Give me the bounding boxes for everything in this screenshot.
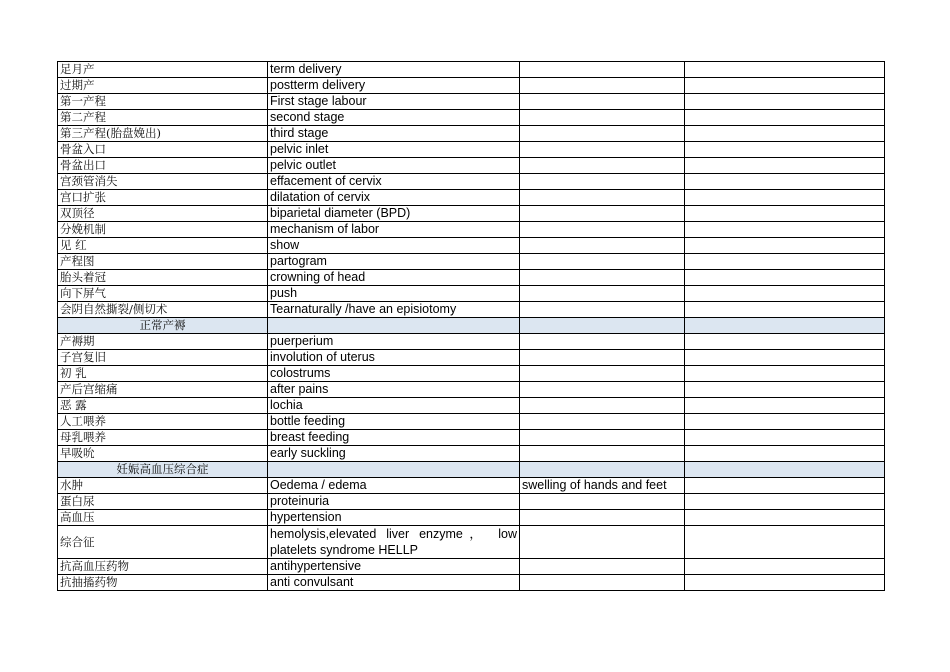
table-row bbox=[58, 575, 885, 591]
extra-cell bbox=[685, 382, 885, 398]
extra-cell bbox=[685, 478, 885, 494]
note-cell bbox=[520, 190, 685, 206]
english-term-cell: colostrums bbox=[268, 366, 520, 382]
note-cell: swelling of hands and feet bbox=[520, 478, 685, 494]
section-header-row bbox=[58, 318, 885, 334]
chinese-term-cell: 人工喂养 bbox=[58, 414, 268, 430]
table-row bbox=[58, 110, 885, 126]
english-term-cell: early suckling bbox=[268, 446, 520, 462]
table-row bbox=[58, 270, 885, 286]
table-row bbox=[58, 286, 885, 302]
table-row bbox=[58, 62, 885, 78]
table-row bbox=[58, 382, 885, 398]
extra-cell bbox=[685, 318, 885, 334]
english-term-cell: breast feeding bbox=[268, 430, 520, 446]
note-cell bbox=[520, 238, 685, 254]
extra-cell bbox=[685, 494, 885, 510]
note-cell bbox=[520, 126, 685, 142]
chinese-term-cell: 母乳喂养 bbox=[58, 430, 268, 446]
extra-cell bbox=[685, 238, 885, 254]
table-row bbox=[58, 366, 885, 382]
table-row bbox=[58, 126, 885, 142]
english-term-cell: second stage bbox=[268, 110, 520, 126]
chinese-term-cell: 水肿 bbox=[58, 478, 268, 494]
chinese-term-cell: 向下屏气 bbox=[58, 286, 268, 302]
note-cell bbox=[520, 494, 685, 510]
extra-cell bbox=[685, 446, 885, 462]
note-cell bbox=[520, 559, 685, 575]
english-term-cell: proteinuria bbox=[268, 494, 520, 510]
extra-cell bbox=[685, 254, 885, 270]
note-cell bbox=[520, 510, 685, 526]
english-term-cell: term delivery bbox=[268, 62, 520, 78]
note-cell bbox=[520, 62, 685, 78]
note-cell bbox=[520, 398, 685, 414]
table-row bbox=[58, 254, 885, 270]
note-cell bbox=[520, 462, 685, 478]
note-cell bbox=[520, 575, 685, 591]
note-cell bbox=[520, 286, 685, 302]
section-header-row bbox=[58, 462, 885, 478]
extra-cell bbox=[685, 94, 885, 110]
chinese-term-cell: 妊娠高血压综合症 bbox=[58, 462, 268, 478]
extra-cell bbox=[685, 62, 885, 78]
english-term-cell: partogram bbox=[268, 254, 520, 270]
english-term-cell: effacement of cervix bbox=[268, 174, 520, 190]
english-term-cell: push bbox=[268, 286, 520, 302]
chinese-term-cell: 第二产程 bbox=[58, 110, 268, 126]
extra-cell bbox=[685, 366, 885, 382]
chinese-term-cell: 双顶径 bbox=[58, 206, 268, 222]
extra-cell bbox=[685, 462, 885, 478]
extra-cell bbox=[685, 222, 885, 238]
note-cell bbox=[520, 158, 685, 174]
english-term-cell: biparietal diameter (BPD) bbox=[268, 206, 520, 222]
extra-cell bbox=[685, 78, 885, 94]
chinese-term-cell: 第一产程 bbox=[58, 94, 268, 110]
chinese-term-cell: 过期产 bbox=[58, 78, 268, 94]
table-row bbox=[58, 78, 885, 94]
note-cell bbox=[520, 430, 685, 446]
english-term-cell: hypertension bbox=[268, 510, 520, 526]
english-term-cell: third stage bbox=[268, 126, 520, 142]
english-term-cell: puerperium bbox=[268, 334, 520, 350]
extra-cell bbox=[685, 398, 885, 414]
chinese-term-cell: 早吸吮 bbox=[58, 446, 268, 462]
extra-cell bbox=[685, 286, 885, 302]
english-term-cell: antihypertensive bbox=[268, 559, 520, 575]
table-row bbox=[58, 190, 885, 206]
note-cell bbox=[520, 222, 685, 238]
table-row bbox=[58, 526, 885, 559]
extra-cell bbox=[685, 174, 885, 190]
english-term-cell: dilatation of cervix bbox=[268, 190, 520, 206]
chinese-term-cell: 见 红 bbox=[58, 238, 268, 254]
table-row bbox=[58, 478, 885, 494]
english-term-cell: bottle feeding bbox=[268, 414, 520, 430]
table-row bbox=[58, 158, 885, 174]
english-term-cell: hemolysis,elevated liver enzyme， low platelets syndrome HELLP bbox=[268, 526, 520, 559]
chinese-term-cell: 综合征 bbox=[58, 526, 268, 559]
chinese-term-cell: 产程图 bbox=[58, 254, 268, 270]
table-row bbox=[58, 334, 885, 350]
english-term-cell: Tearnaturally /have an episiotomy bbox=[268, 302, 520, 318]
chinese-term-cell: 宫口扩张 bbox=[58, 190, 268, 206]
note-cell bbox=[520, 78, 685, 94]
note-cell bbox=[520, 94, 685, 110]
extra-cell bbox=[685, 158, 885, 174]
extra-cell bbox=[685, 575, 885, 591]
english-term-cell: show bbox=[268, 238, 520, 254]
note-cell bbox=[520, 254, 685, 270]
table-row bbox=[58, 398, 885, 414]
extra-cell bbox=[685, 270, 885, 286]
english-term-cell: Oedema / edema bbox=[268, 478, 520, 494]
table-row bbox=[58, 414, 885, 430]
table-row bbox=[58, 302, 885, 318]
extra-cell bbox=[685, 302, 885, 318]
chinese-term-cell: 会阴自然撕裂/侧切术 bbox=[58, 302, 268, 318]
extra-cell bbox=[685, 414, 885, 430]
chinese-term-cell: 抗抽搐药物 bbox=[58, 575, 268, 591]
table-row bbox=[58, 446, 885, 462]
table-row bbox=[58, 222, 885, 238]
chinese-term-cell: 产褥期 bbox=[58, 334, 268, 350]
table-row bbox=[58, 559, 885, 575]
note-cell bbox=[520, 270, 685, 286]
note-cell bbox=[520, 174, 685, 190]
extra-cell bbox=[685, 110, 885, 126]
note-cell bbox=[520, 526, 685, 559]
extra-cell bbox=[685, 510, 885, 526]
chinese-term-cell: 骨盆出口 bbox=[58, 158, 268, 174]
extra-cell bbox=[685, 126, 885, 142]
table-row bbox=[58, 174, 885, 190]
english-term-cell: crowning of head bbox=[268, 270, 520, 286]
table-row bbox=[58, 430, 885, 446]
table-row bbox=[58, 494, 885, 510]
chinese-term-cell: 胎头着冠 bbox=[58, 270, 268, 286]
note-cell bbox=[520, 206, 685, 222]
chinese-term-cell: 抗高血压药物 bbox=[58, 559, 268, 575]
english-term-cell: pelvic outlet bbox=[268, 158, 520, 174]
note-cell bbox=[520, 302, 685, 318]
extra-cell bbox=[685, 526, 885, 559]
english-term-cell: anti convulsant bbox=[268, 575, 520, 591]
chinese-term-cell: 第三产程(胎盘娩出) bbox=[58, 126, 268, 142]
english-term-cell: First stage labour bbox=[268, 94, 520, 110]
table-row bbox=[58, 94, 885, 110]
english-term-cell: postterm delivery bbox=[268, 78, 520, 94]
note-cell bbox=[520, 382, 685, 398]
chinese-term-cell: 正常产褥 bbox=[58, 318, 268, 334]
chinese-term-cell: 骨盆入口 bbox=[58, 142, 268, 158]
note-cell bbox=[520, 318, 685, 334]
chinese-term-cell: 高血压 bbox=[58, 510, 268, 526]
chinese-term-cell: 足月产 bbox=[58, 62, 268, 78]
extra-cell bbox=[685, 334, 885, 350]
english-term-cell: pelvic inlet bbox=[268, 142, 520, 158]
chinese-term-cell: 产后宫缩痛 bbox=[58, 382, 268, 398]
table-row bbox=[58, 510, 885, 526]
note-cell bbox=[520, 334, 685, 350]
note-cell bbox=[520, 366, 685, 382]
note-cell bbox=[520, 110, 685, 126]
note-cell bbox=[520, 414, 685, 430]
note-cell bbox=[520, 142, 685, 158]
table-row bbox=[58, 238, 885, 254]
table-row bbox=[58, 206, 885, 222]
note-cell bbox=[520, 446, 685, 462]
english-term-cell: lochia bbox=[268, 398, 520, 414]
extra-cell bbox=[685, 559, 885, 575]
table-body bbox=[58, 62, 885, 591]
vocabulary-table bbox=[57, 61, 885, 591]
english-term-cell: mechanism of labor bbox=[268, 222, 520, 238]
chinese-term-cell: 宫颈管消失 bbox=[58, 174, 268, 190]
english-term-cell bbox=[268, 462, 520, 478]
chinese-term-cell: 子宫复旧 bbox=[58, 350, 268, 366]
extra-cell bbox=[685, 430, 885, 446]
english-term-cell bbox=[268, 318, 520, 334]
extra-cell bbox=[685, 206, 885, 222]
english-term-cell: involution of uterus bbox=[268, 350, 520, 366]
table-row bbox=[58, 350, 885, 366]
extra-cell bbox=[685, 142, 885, 158]
chinese-term-cell: 分娩机制 bbox=[58, 222, 268, 238]
extra-cell bbox=[685, 350, 885, 366]
chinese-term-cell: 恶 露 bbox=[58, 398, 268, 414]
chinese-term-cell: 蛋白尿 bbox=[58, 494, 268, 510]
english-term-cell: after pains bbox=[268, 382, 520, 398]
extra-cell bbox=[685, 190, 885, 206]
table-row bbox=[58, 142, 885, 158]
note-cell bbox=[520, 350, 685, 366]
chinese-term-cell: 初 乳 bbox=[58, 366, 268, 382]
